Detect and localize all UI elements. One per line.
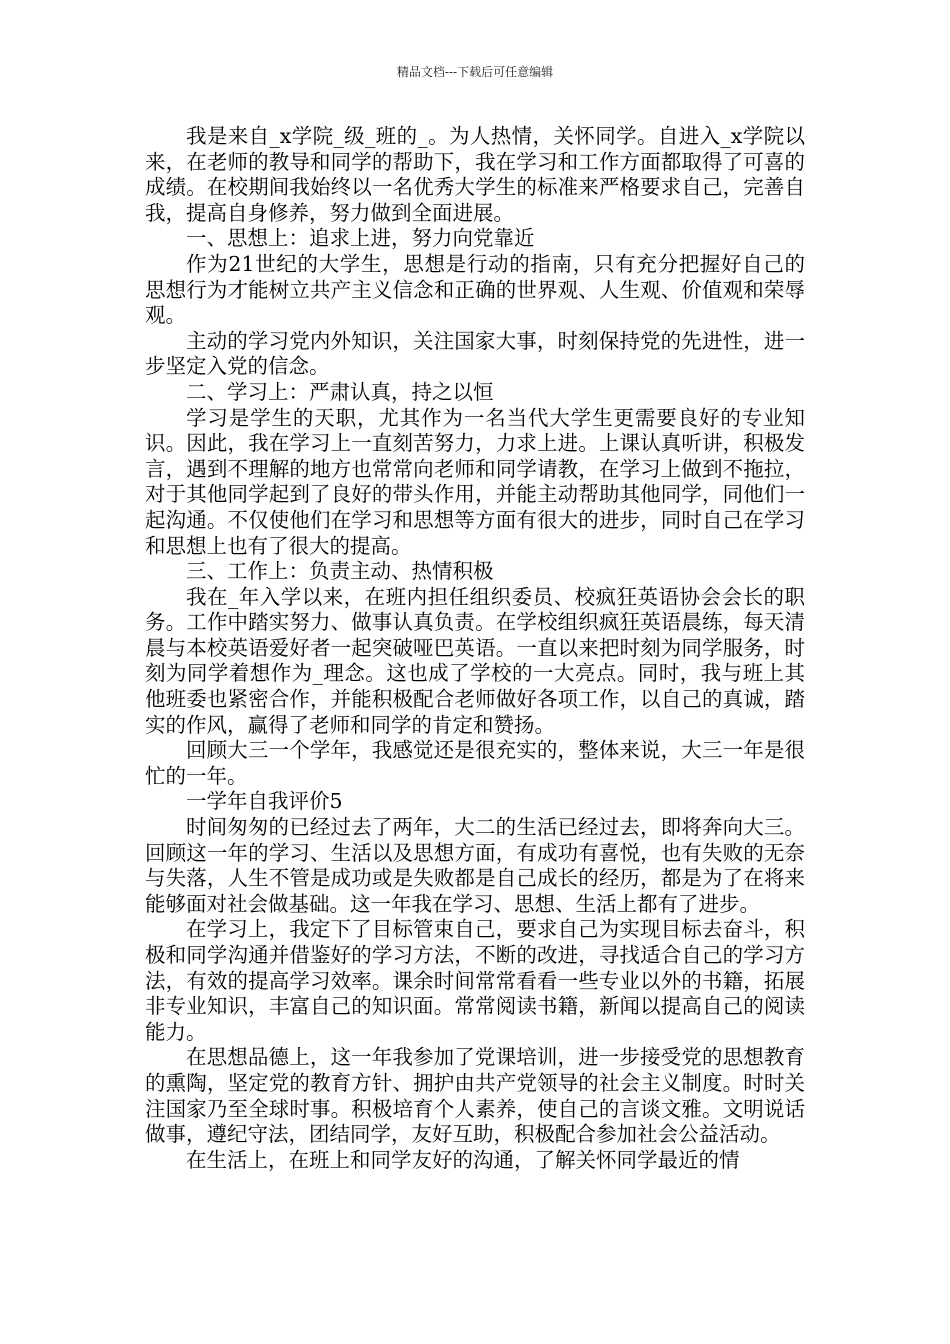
body-paragraph: 作为21世纪的大学生，思想是行动的指南，只有充分把握好自己的思想行为才能树立共产主义信念和正确的世界观、人生观、价值观和荣辱观。 (145, 251, 805, 328)
section-heading-work: 三、工作上：负责主动、热情积极 (186, 559, 494, 584)
section-heading-thought: 一、思想上：追求上进，努力向党靠近 (186, 226, 535, 251)
page-header: 精品文档---下载后可任意编辑 (396, 65, 554, 79)
body-paragraph: 在生活上，在班上和同学友好的沟通，了解关怀同学最近的情 (186, 1147, 740, 1172)
body-paragraph: 在思想品德上，这一年我参加了党课培训，进一步接受党的思想教育的熏陶，坚定党的教育方针、拥护由共产党领导的社会主义制度。时时关注国家乃至全球时事。积极培育个人素养，使自己的言谈文雅。文明说话做事，遵纪守法，团结同学，友好互助，积极配合参加社会公益活动。 (145, 1045, 805, 1147)
document-body (145, 124, 805, 1173)
section-heading-study: 二、学习上：严肃认真，持之以恒 (186, 379, 494, 404)
body-paragraph: 学习是学生的天职，尤其作为一名当代大学生更需要良好的专业知识。因此，我在学习上一直刻苦努力，力求上进。上课认真听讲，积极发言，遇到不理解的地方也常常向老师和同学请教，在学习上做到不拖拉，对于其他同学起到了良好的带头作用，并能主动帮助其他同学，同他们一起沟通。不仅使他们在学习和思想等方面有很大的进步，同时自己在学习和思想上也有了很大的提高。 (145, 405, 805, 558)
section-title-evaluation-5: 一学年自我评价5 (186, 789, 343, 814)
intro-paragraph: 我是来自_x学院_级_班的_。为人热情，关怀同学。自进入_x学院以来，在老师的教导和同学的帮助下，我在学习和工作方面都取得了可喜的成绩。在校期间我始终以一名优秀大学生的标准来严格要求自己，完善自我，提高自身修养，努力做到全面进展。 (145, 124, 805, 225)
body-paragraph: 回顾大三一个学年，我感觉还是很充实的，整体来说，大三一年是很忙的一年。 (145, 738, 805, 788)
body-paragraph: 在学习上，我定下了目标管束自己，要求自己为实现目标去奋斗，积极和同学沟通并借鉴好的学习方法，不断的改进，寻找适合自己的学习方法，有效的提高学习效率。课余时间常常看看一些专业以外的书籍，拓展非专业知识，丰富自己的知识面。常常阅读书籍，新闻以提高自己的阅读能力。 (145, 917, 805, 1044)
body-paragraph: 时间匆匆的已经过去了两年，大二的生活已经过去，即将奔向大三。回顾这一年的学习、生活以及思想方面，有成功有喜悦，也有失败的无奈与失落，人生不管是成功或是失败都是自己成长的经历，都是为了在将来能够面对社会做基础。这一年我在学习、思想、生活上都有了进步。 (145, 815, 805, 916)
body-paragraph: 我在_年入学以来，在班内担任组织委员、校疯狂英语协会会长的职务。工作中踏实努力、做事认真负责。在学校组织疯狂英语晨练，每天清晨与本校英语爱好者一起突破哑巴英语。一直以来把时刻为同学服务，时刻为同学着想作为_理念。这也成了学校的一大亮点。同时，我与班上其他班委也紧密合作，并能积极配合老师做好各项工作，以自己的真诚，踏实的作风，赢得了老师和同学的肯定和赞扬。 (145, 584, 805, 737)
body-paragraph: 主动的学习党内外知识，关注国家大事，时刻保持党的先进性，进一步坚定入党的信念。 (145, 328, 805, 379)
